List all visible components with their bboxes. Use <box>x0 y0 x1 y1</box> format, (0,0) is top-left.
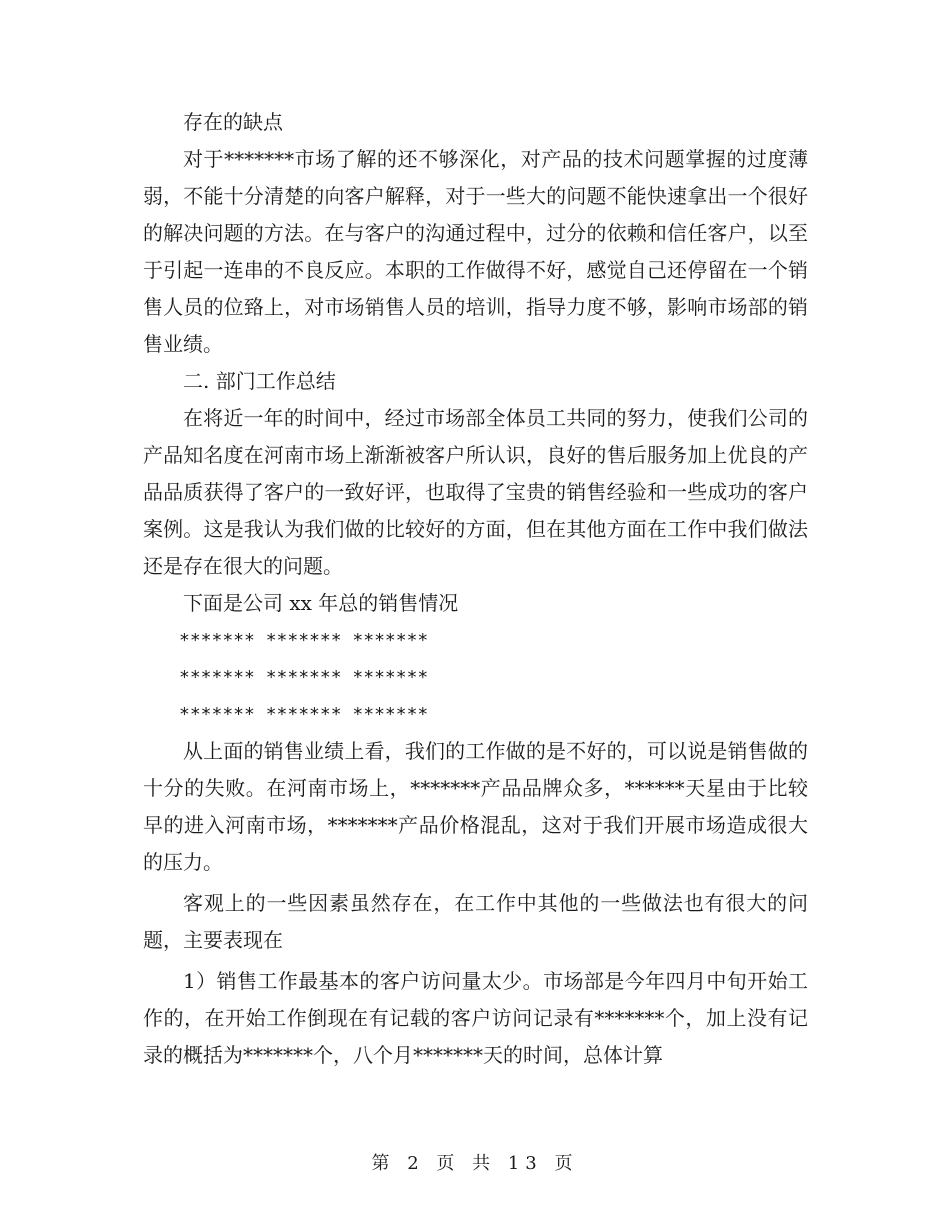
document-body <box>143 104 808 1074</box>
sales-row: ******* ******* ******* <box>179 630 429 651</box>
sales-intro: 下面是公司 xx 年总的销售情况 <box>183 591 459 615</box>
paragraph-customer-visits: 1）销售工作最基本的客户访问量太少。市场部是今年四月中旬开始工作的，在开始工作倒现在有记载的客户访问记录有*******个，加上没有记录的概括为*******个，八个月*******天的时间，总体计算 <box>143 969 808 1067</box>
paragraph-objective-factors: 客观上的一些因素虽然存在，在工作中其他的一些做法也有很大的问题，主要表现在 <box>143 891 808 952</box>
sales-row: ******* ******* ******* <box>179 704 429 725</box>
section-heading-department-summary: 二. 部门工作总结 <box>183 369 336 393</box>
page-number-footer: 第 2 页 共 13 页 <box>371 1153 579 1174</box>
paragraph-department-summary: 在将近一年的时间中，经过市场部全体员工共同的努力，使我们公司的产品知名度在河南市场上渐渐被客户所认识，良好的售后服务加上优良的产品品质获得了客户的一致好评，也取得了宝贵的销售经验和一些成功的客户案例。这是我认为我们做的比较好的方面，但在其他方面在工作中我们做法还是存在很大的问题。 <box>143 406 808 578</box>
paragraph-sales-analysis: 从上面的销售业绩上看，我们的工作做的是不好的，可以说是销售做的十分的失败。在河南市场上，*******产品品牌众多，******天星由于比较早的进入河南市场，*******产品价格混乱，这对于我们开展市场造成很大的压力。 <box>143 739 808 874</box>
sales-row: ******* ******* ******* <box>179 667 429 688</box>
section-heading-shortcomings: 存在的缺点 <box>183 110 283 134</box>
paragraph-shortcomings: 对于*******市场了解的还不够深化，对产品的技术问题掌握的过度薄弱，不能十分清楚的向客户解释，对于一些大的问题不能快速拿出一个很好的解决问题的方法。在与客户的沟通过程中，过分的依赖和信任客户，以至于引起一连串的不良反应。本职的工作做得不好，感觉自己还停留在一个销售人员的位臵上，对市场销售人员的培训，指导力度不够，影响市场部的销售业绩。 <box>143 147 808 356</box>
